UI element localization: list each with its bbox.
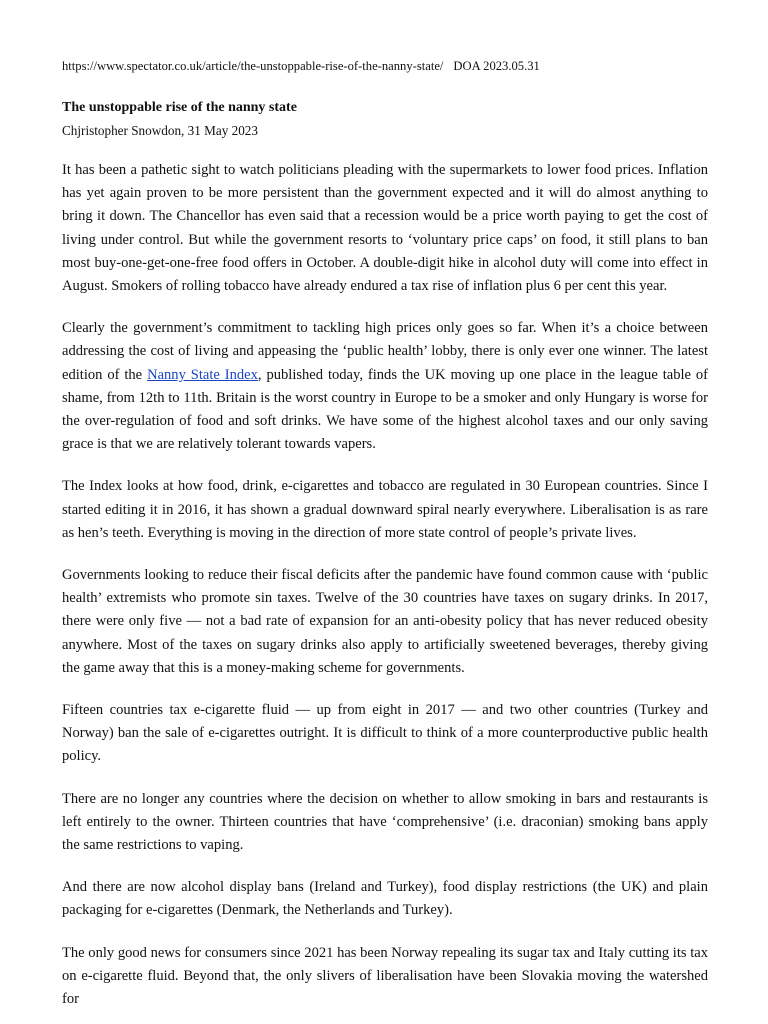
source-url: https://www.spectator.co.uk/article/the-unstoppable-rise-of-the-nanny-state/ xyxy=(62,59,444,73)
paragraph-4: Governments looking to reduce their fiscal deficits after the pandemic have found common cause with ‘public health’ extremists who promote sin taxes. Twelve of the 30 countries have taxes on sugary drinks. In 2017, there were only five — not a bad rate of expansion for an anti-obesity policy that has never reduced obesity anywhere. Most of the taxes on sugary drinks also apply to artificially sweetened beverages, thereby giving the game away that this is a money-making scheme for governments. xyxy=(62,567,708,676)
paragraph-7: And there are now alcohol display bans (Ireland and Turkey), food display restrictions (the UK) and plain packaging for e-cigarettes (Denmark, the Netherlands and Turkey). xyxy=(62,879,708,919)
paragraph-5: Fifteen countries tax e-cigarette fluid — up from eight in 2017 — and two other countries (Turkey and Norway) ban the sale of e-cigarettes outright. It is difficult to think of a more counterproductive public health policy. xyxy=(62,702,708,765)
paragraph-2-text-after-link: , published today, finds the UK moving up one place in the league table of shame, from 12th to 11th. Britain is the worst country in Europe to be a smoker and only Hungary is worse for the over-regulation of food and soft drinks. We have some of the highest alcohol taxes and our only saving grace is that we are relatively tolerant towards vapers. xyxy=(62,366,709,453)
source-line xyxy=(62,58,540,74)
paragraph-3: The Index looks at how food, drink, e-cigarettes and tobacco are regulated in 30 European countries. Since I started editing it in 2016, it has shown a gradual downward spiral nearly everywhere. Liberalisation is as rare as hen’s teeth. Everything is moving in the direction of more state control of people’s private lives. xyxy=(62,478,708,541)
nanny-state-index-link[interactable]: Nanny State Index xyxy=(147,366,258,383)
paragraph-2-text-before-link: Clearly the government’s commitment to tackling high prices only goes so far. When it’s a choice between addressing the cost of living and appeasing the ‘public health’ lobby, there is only ever one winner. The latest edition of the xyxy=(62,320,708,383)
paragraph-8: The only good news for consumers since 2021 has been Norway repealing its sugar tax and Italy cutting its tax on e-cigarette fluid. Beyond that, the only slivers of liberalisation have been Slovakia moving the watershed for xyxy=(62,944,708,1008)
article-byline: Chjristopher Snowdon, 31 May 2023 xyxy=(62,123,258,138)
article-title: The unstoppable rise of the nanny state xyxy=(62,100,297,115)
date-of-access: DOA 2023.05.31 xyxy=(453,59,540,73)
paragraph-1: It has been a pathetic sight to watch politicians pleading with the supermarkets to lower food prices. Inflation has yet again proven to be more persistent than the government expected and it will do almost anything to bring it down. The Chancellor has even said that a recession would be a price worth paying to get the cost of living under control. But while the government resorts to ‘voluntary price caps’ on food, it still plans to ban most buy-one-get-one-free food offers in October. A double-digit hike in alcohol duty will come into effect in August. Smokers of rolling tobacco have already endured a tax rise of inflation plus 6 per cent this year. xyxy=(62,162,708,295)
paragraph-2 xyxy=(62,317,708,456)
article-body xyxy=(62,159,708,1011)
paragraph-6: There are no longer any countries where the decision on whether to allow smoking in bars and restaurants is left entirely to the owner. Thirteen countries that have ‘comprehensive’ (i.e. draconian) smoking bans apply the same restrictions to vaping. xyxy=(62,790,708,854)
